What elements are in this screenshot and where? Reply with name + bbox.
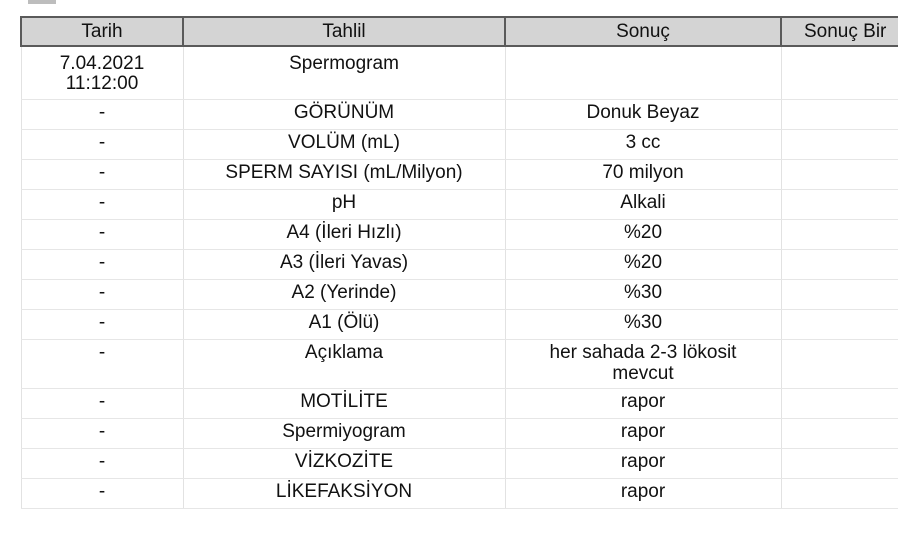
table-row [21, 160, 898, 190]
cell-result: %30 [505, 310, 781, 340]
cell-unit [781, 479, 898, 509]
table-header [21, 17, 898, 46]
cell-unit [781, 280, 898, 310]
cell-result: her sahada 2-3 lökosit mevcut [505, 340, 781, 389]
cell-test: VOLÜM (mL) [183, 130, 505, 160]
cell-unit [781, 220, 898, 250]
cell-date: - [21, 449, 183, 479]
cell-date: - [21, 389, 183, 419]
lab-results-table-container [20, 16, 898, 513]
cell-date: - [21, 220, 183, 250]
column-header-test[interactable]: Tahlil [183, 17, 505, 46]
table-row [21, 310, 898, 340]
cell-date: - [21, 419, 183, 449]
cell-test: A3 (İleri Yavas) [183, 250, 505, 280]
cell-unit [781, 419, 898, 449]
cell-result: %20 [505, 220, 781, 250]
cell-date: - [21, 250, 183, 280]
cell-date: 7.04.2021 11:12:00 [21, 46, 183, 100]
cell-test: VİZKOZİTE [183, 449, 505, 479]
cell-test: SPERM SAYISI (mL/Milyon) [183, 160, 505, 190]
cell-result: Donuk Beyaz [505, 100, 781, 130]
cell-test: Spermogram [183, 46, 505, 100]
cell-test: A4 (İleri Hızlı) [183, 220, 505, 250]
column-header-result[interactable]: Sonuç [505, 17, 781, 46]
table-row [21, 100, 898, 130]
cell-date: - [21, 100, 183, 130]
top-tab-fragment [28, 0, 56, 4]
table-row [21, 389, 898, 419]
table-row [21, 250, 898, 280]
cell-date: - [21, 190, 183, 220]
table-row [21, 130, 898, 160]
cell-date: - [21, 310, 183, 340]
cell-unit [781, 160, 898, 190]
column-header-unit[interactable]: Sonuç Bir [781, 17, 898, 46]
cell-test: MOTİLİTE [183, 389, 505, 419]
lab-results-table [20, 16, 898, 509]
table-row [21, 340, 898, 389]
header-row [21, 17, 898, 46]
cell-unit [781, 389, 898, 419]
cell-result: Alkali [505, 190, 781, 220]
cell-unit [781, 46, 898, 100]
table-row [21, 46, 898, 100]
table-row [21, 190, 898, 220]
cell-result: rapor [505, 419, 781, 449]
cell-test: pH [183, 190, 505, 220]
table-row [21, 479, 898, 509]
cell-result: %30 [505, 280, 781, 310]
cell-unit [781, 190, 898, 220]
cell-test: A1 (Ölü) [183, 310, 505, 340]
cell-unit [781, 310, 898, 340]
cell-unit [781, 250, 898, 280]
cell-unit [781, 449, 898, 479]
cell-date: - [21, 130, 183, 160]
cell-test: A2 (Yerinde) [183, 280, 505, 310]
cell-result: rapor [505, 479, 781, 509]
cell-date: - [21, 340, 183, 389]
cell-result: 70 milyon [505, 160, 781, 190]
cell-result: 3 cc [505, 130, 781, 160]
cell-result: rapor [505, 449, 781, 479]
table-row [21, 280, 898, 310]
cell-result: %20 [505, 250, 781, 280]
cell-result [505, 46, 781, 100]
cell-test: GÖRÜNÜM [183, 100, 505, 130]
cell-unit [781, 130, 898, 160]
cell-date: - [21, 479, 183, 509]
cell-unit [781, 100, 898, 130]
table-row [21, 220, 898, 250]
cell-test: LİKEFAKSİYON [183, 479, 505, 509]
table-row [21, 419, 898, 449]
column-header-date[interactable]: Tarih [21, 17, 183, 46]
cell-date: - [21, 280, 183, 310]
cell-date: - [21, 160, 183, 190]
table-body [21, 46, 898, 509]
cell-test: Açıklama [183, 340, 505, 389]
table-row [21, 449, 898, 479]
cell-test: Spermiyogram [183, 419, 505, 449]
cell-result: rapor [505, 389, 781, 419]
cell-unit [781, 340, 898, 389]
